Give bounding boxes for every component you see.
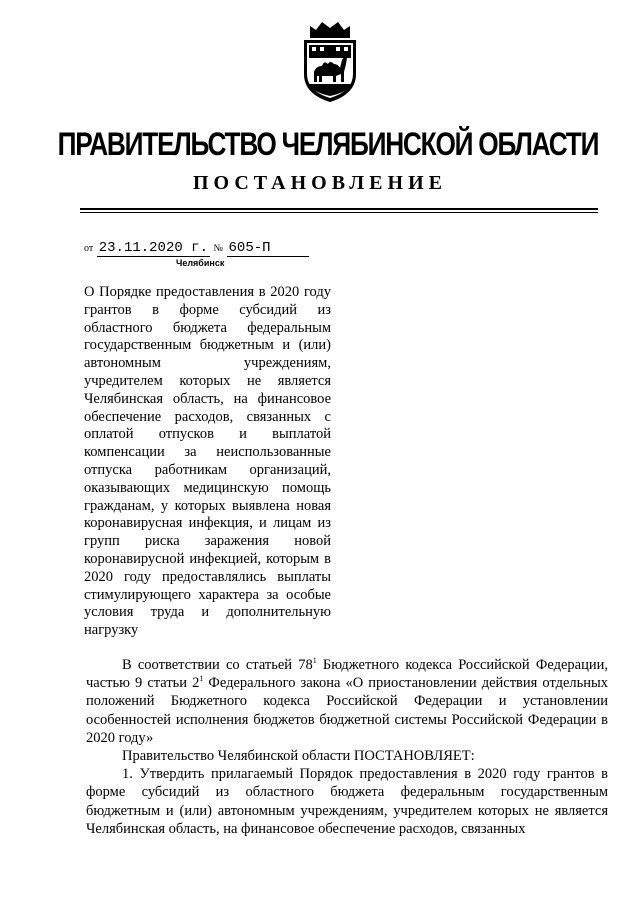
chelyabinsk-coat-of-arms-emblem [296,16,364,106]
header-divider-thin [80,212,598,213]
preamble-part-1: В соответствии со статьей 78 [122,657,313,673]
date-prefix: от [84,243,94,254]
header-divider-thick [80,208,598,210]
subject-block: О Порядке предоставления в 2020 году грантов в форме субсидий из областного бюджета федеральным государственным бюджетным и (или) автономным учреждениям, учредителем которых не является Челябинская область, на финансовое обеспечение расходов, связанных с оплатой отпусков и выплатой компенсации за неиспользованные отпуска работникам организаций, оказывающих медицинскую помощь гражданам, у которых выявлена новая коронавирусная инфекция, и лицам из групп риска заражения новой коронавирусной инфекцией, которым в 2020 году предоставлялись выплаты стимулирующего характера за особые условия труда и дополнительную нагрузку [84,284,331,639]
government-title: ПРАВИТЕЛЬСТВО ЧЕЛЯБИНСКОЙ ОБЛАСТИ [57,126,599,162]
paragraph-preamble [86,656,608,747]
document-number: 605-П [227,240,309,257]
preamble-part-3: Федерального закона «О приостановлении действия отдельных положений Бюджетного кодекса Российской Федерации и установлении особенностей исполнения бюджетов бюджетной системы Российской Федерации в 2020 году» [86,675,609,746]
date-number-line [84,240,309,257]
document-body [86,656,608,838]
city-label: Челябинск [176,258,225,268]
number-prefix: № [213,243,224,254]
paragraph-item-1: 1. Утвердить прилагаемый Порядок предоставления в 2020 году грантов в форме субсидий из областного бюджета федеральным государственным бюджетным и (или) автономным учреждениям, учредителем которых не является Челябинская область, на финансовое обеспечение расходов, связанных [86,766,608,837]
superscript-2: 1 [199,674,204,684]
preamble-part-2: Бюджетного кодекса Российской Федерации, частью 9 статьи 2 [86,657,608,692]
paragraph-resolves: Правительство Челябинской области ПОСТАНОВЛЯЕТ: [122,748,475,765]
document-type-heading: ПОСТАНОВЛЕНИЕ [193,172,447,194]
superscript-1: 1 [312,656,317,665]
document-date: 23.11.2020 г. [98,240,208,256]
